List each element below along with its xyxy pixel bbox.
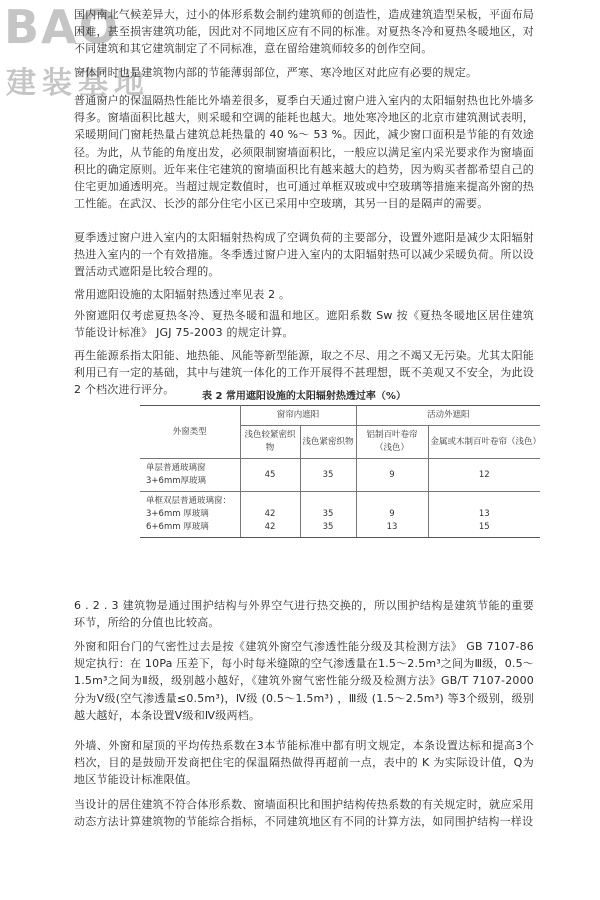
cell-value: 9 (389, 509, 395, 519)
table-row-single-glazing (140, 459, 540, 492)
paragraph-window-weakness: 窗体同时也是建筑物内部的节能薄弱部位，严寒、寒冷地区对此应有必要的规定。 (74, 66, 478, 79)
paragraph-dynamic-method: 当设计的居住建筑不符合体形系数、窗墙面积比和围护结构传热系数的有关规定时，就应采用动态方法计算建筑物的节能综合指标，不同建筑地区有不同的计算方法，如同围护结构一样设 (74, 798, 534, 829)
cell-value: 15 (478, 522, 490, 532)
watermark-latin: BAO (4, 0, 120, 54)
cell-value: 35 (322, 522, 334, 532)
row-type-double-sub-a: 3+6mm 厚玻璃 (146, 509, 209, 519)
header-aluminum-blind: 铝制百叶卷帘（浅色） (356, 426, 428, 459)
cell-value: 9 (356, 459, 428, 492)
row-type-single (140, 459, 240, 492)
table-caption: 表 2 常用遮阳设施的太阳辐射热透过率（%） (202, 391, 406, 402)
row-type-double (140, 492, 240, 538)
cell-value: 42 (264, 522, 276, 532)
table-header-row (140, 406, 540, 426)
cell-value: 13 (478, 509, 490, 519)
row-type-single-sub: 3+6mm厚玻璃 (146, 476, 206, 486)
cell-value-pair (300, 492, 356, 538)
paragraph-envelope: 6 . 2 . 3 建筑物是通过围护结构与外界空气进行热交换的，所以围护结构是建筑节能的重要环节，所给的分值也比较高。 (74, 599, 534, 630)
cell-value: 35 (322, 509, 334, 519)
paragraph-airtightness: 外窗和阳台门的气密性过去是按《建筑外窗空气渗透性能分级及其检测方法》 GB 7107-86 规定执行：在 10Pa 压差下，每小时每米缝隙的空气渗透量在1.5～2.5m³之间为Ⅲ级，0.5～1.5m³之间为Ⅱ级，级别越小越好，《建筑外窗气密性能分级及检测方法》GB/T 7107-2000分为Ⅴ级(空气渗透量≤0.5m³)，Ⅳ级 (0.5～1.5m³) ，Ⅲ级 (1.5～2.5m³) 等3个级别，级别越大越好，本条设置Ⅴ级和Ⅳ级两档。 (74, 640, 534, 722)
cell-value: 45 (240, 459, 300, 492)
header-light-loose-fabric: 浅色较紧密织物 (240, 426, 300, 459)
cell-value: 12 (428, 459, 540, 492)
paragraph-shape-coefficient: 国内南北气候差异大，过小的体形系数会制约建筑师的创造性，造成建筑造型呆板，平面布局困难，甚至损害建筑功能，因此对不同地区应有不同的标准。对夏热冬冷和夏热冬暖地区，对不同建筑和其它建筑制定了不同标准，意在留给建筑师较多的创作空间。 (74, 8, 534, 56)
header-metal-wood-blind: 金属或木制百叶卷帘（浅色） (430, 436, 542, 447)
cell-value: 13 (386, 522, 398, 532)
watermark-chinese: 建装基地 (6, 66, 150, 101)
paragraph-shading: 夏季透过窗户进入室内的太阳辐射热构成了空调负荷的主要部分，设置外遮阳是减少太阳辐射热进入室内的一个有效措施。冬季透过窗户进入室内的太阳辐射热可以减少采暖负荷。所以设置活动式遮阳是比较合理的。 (74, 231, 534, 279)
row-type-single-label: 单层普通玻璃窗 (146, 463, 206, 473)
header-outer-shading: 活动外遮阳 (356, 406, 540, 426)
table-row-double-glazing (140, 492, 540, 538)
cell-value-pair (356, 492, 428, 538)
cell-value-pair (428, 492, 540, 538)
paragraph-shading-coefficient: 外窗遮阳仅考虑夏热冬冷、夏热冬暖和温和地区。遮阳系数 Sw 按《夏热冬暖地区居住建筑节能设计标准》 JGJ 75-2003 的规定计算。 (74, 309, 534, 340)
cell-value-pair (240, 492, 300, 538)
row-type-double-label: 单框双层普通玻璃窗： (146, 496, 232, 506)
paragraph-table-ref: 常用遮阳设施的太阳辐射热透过率见表 2 。 (74, 288, 291, 301)
paragraph-window-wall-ratio: 普通窗户的保温隔热性能比外墙差很多，夏季白天通过窗户进入室内的太阳辐射热也比外墙多得多。窗墙面积比越大，则采暖和空调的能耗也越大。地处寒冷地区的北京市建筑测试表明，采暖期间门窗耗热量占建筑总耗热量的 40 %～ 53 %。因此，减少窗口面积是节能的有效途径。为此，从节能的角度出发，必须限制窗墙面积比，一般应以满足室内采光要求作为窗墙面积比的确定原则。近年来住宅建筑的窗墙面积比有越来越大的趋势，因为购买者都希望自己的住宅更加通透明亮。当超过规定数值时，也可通过单框双玻或中空玻璃等措施来提高外窗的热工性能。在武汉、长沙的部分住宅小区已采用中空玻璃，其另一目的是隔声的需要。 (74, 94, 534, 211)
cell-value: 35 (300, 459, 356, 492)
shading-transmittance-table (140, 405, 540, 538)
cell-value: 42 (264, 509, 276, 519)
row-type-double-sub-b: 6+6mm 厚玻璃 (146, 522, 209, 532)
header-inner-shading: 窗帘内遮阳 (240, 406, 356, 426)
header-window-type: 外窗类型 (140, 406, 240, 459)
paragraph-heat-transfer: 外墙、外窗和屋顶的平均传热系数在3本节能标准中都有明文规定，本条设置达标和提高3个档次，目的是鼓励开发商把住宅的保温隔热做得再超前一点，表中的 K 为实际设计值，Q为地区节能设计标准限值。 (74, 739, 534, 787)
header-light-tight-fabric: 浅色紧密织物 (300, 426, 356, 459)
paragraph-renewable-energy: 再生能源系指太阳能、地热能、风能等新型能源，取之不尽、用之不竭又无污染。尤其太阳能利用已有一定的基础，其中与建筑一体化的工作开展得不甚理想，既不美观又不安全，为此设 2 个档次进行评分。 (74, 349, 534, 397)
